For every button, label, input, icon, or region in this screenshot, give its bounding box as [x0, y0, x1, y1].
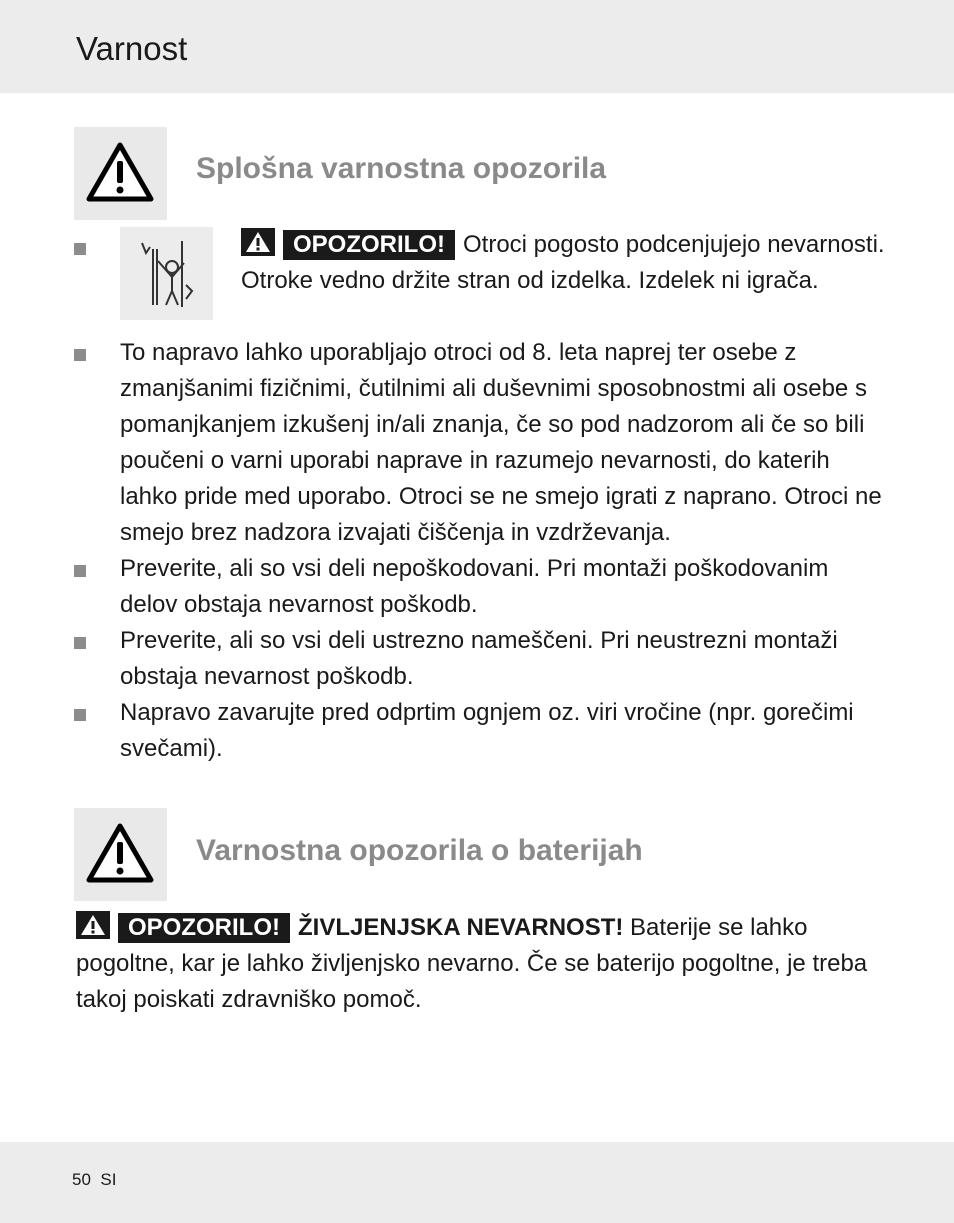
bullet	[74, 349, 86, 361]
list-item-usage: To napravo lahko uporabljajo otroci od 8. leta naprej ter osebe z zmanjšanimi fizičnimi, čutilnimi ali duševnimi sposobnostmi ali osebe s pomanjkanjem izkušenj in/ali znanja, če so pod nadzorom ali če so bili poučeni o varni uporabi naprave in razumejo nevarnosti, do katerih lahko pride med uporabo. Otroci se ne smejo igrati z naprano. Otroci ne smejo brez nadzora izvajati čiščenja in vzdrževanja.	[120, 339, 882, 546]
bullet	[74, 709, 86, 721]
warning-label: OPOZORILO!	[283, 230, 455, 260]
warning-small-icon	[241, 228, 275, 256]
battery-text: Baterije se lahko pogoltne, kar je lahko življenjsko nevarno. Če se baterijo pogoltne, je treba takoj poiskati zdravniško pomoč.	[76, 914, 868, 1013]
battery-warning	[76, 910, 876, 1018]
warning-label: OPOZORILO!	[118, 913, 290, 943]
warning-triangle-icon	[86, 822, 154, 884]
page-number: 50	[72, 1170, 91, 1189]
list-item-fire: Napravo zavarujte pred odprtim ognjem oz. viri vročine (npr. gorečimi svečami).	[120, 699, 854, 762]
page-title: Varnost	[76, 30, 188, 67]
list-item-assembly: Preverite, ali so vsi deli ustrezno nameščeni. Pri neustrezni montaži obstaja nevarnost poškodb.	[120, 627, 838, 690]
bullet	[74, 637, 86, 649]
footer-bar	[0, 1142, 954, 1223]
section-heading-batteries: Varnostna opozorila o baterijah	[196, 834, 643, 867]
warning-triangle-icon	[86, 141, 154, 203]
list-item-damage: Preverite, ali so vsi deli nepoškodovani. Pri montaži poškodovanim delov obstaja nevarnost poškodb.	[120, 555, 829, 618]
language-code: SI	[100, 1170, 117, 1189]
list-item-children-warning	[241, 227, 891, 299]
footer	[72, 1170, 116, 1190]
bullet	[74, 565, 86, 577]
bullet	[74, 243, 86, 255]
section-heading-general: Splošna varnostna opozorila	[196, 152, 607, 185]
child-hazard-icon	[120, 227, 213, 320]
section-warning-box	[74, 127, 167, 220]
danger-label: ŽIVLJENJSKA NEVARNOST!	[298, 914, 624, 941]
section-warning-box	[74, 808, 167, 901]
warning-small-icon	[76, 911, 110, 939]
item-text: Otroci pogosto podcenjujejo nevarnosti. Otroke vedno držite stran od izdelka. Izdelek ni igrača.	[241, 231, 885, 294]
